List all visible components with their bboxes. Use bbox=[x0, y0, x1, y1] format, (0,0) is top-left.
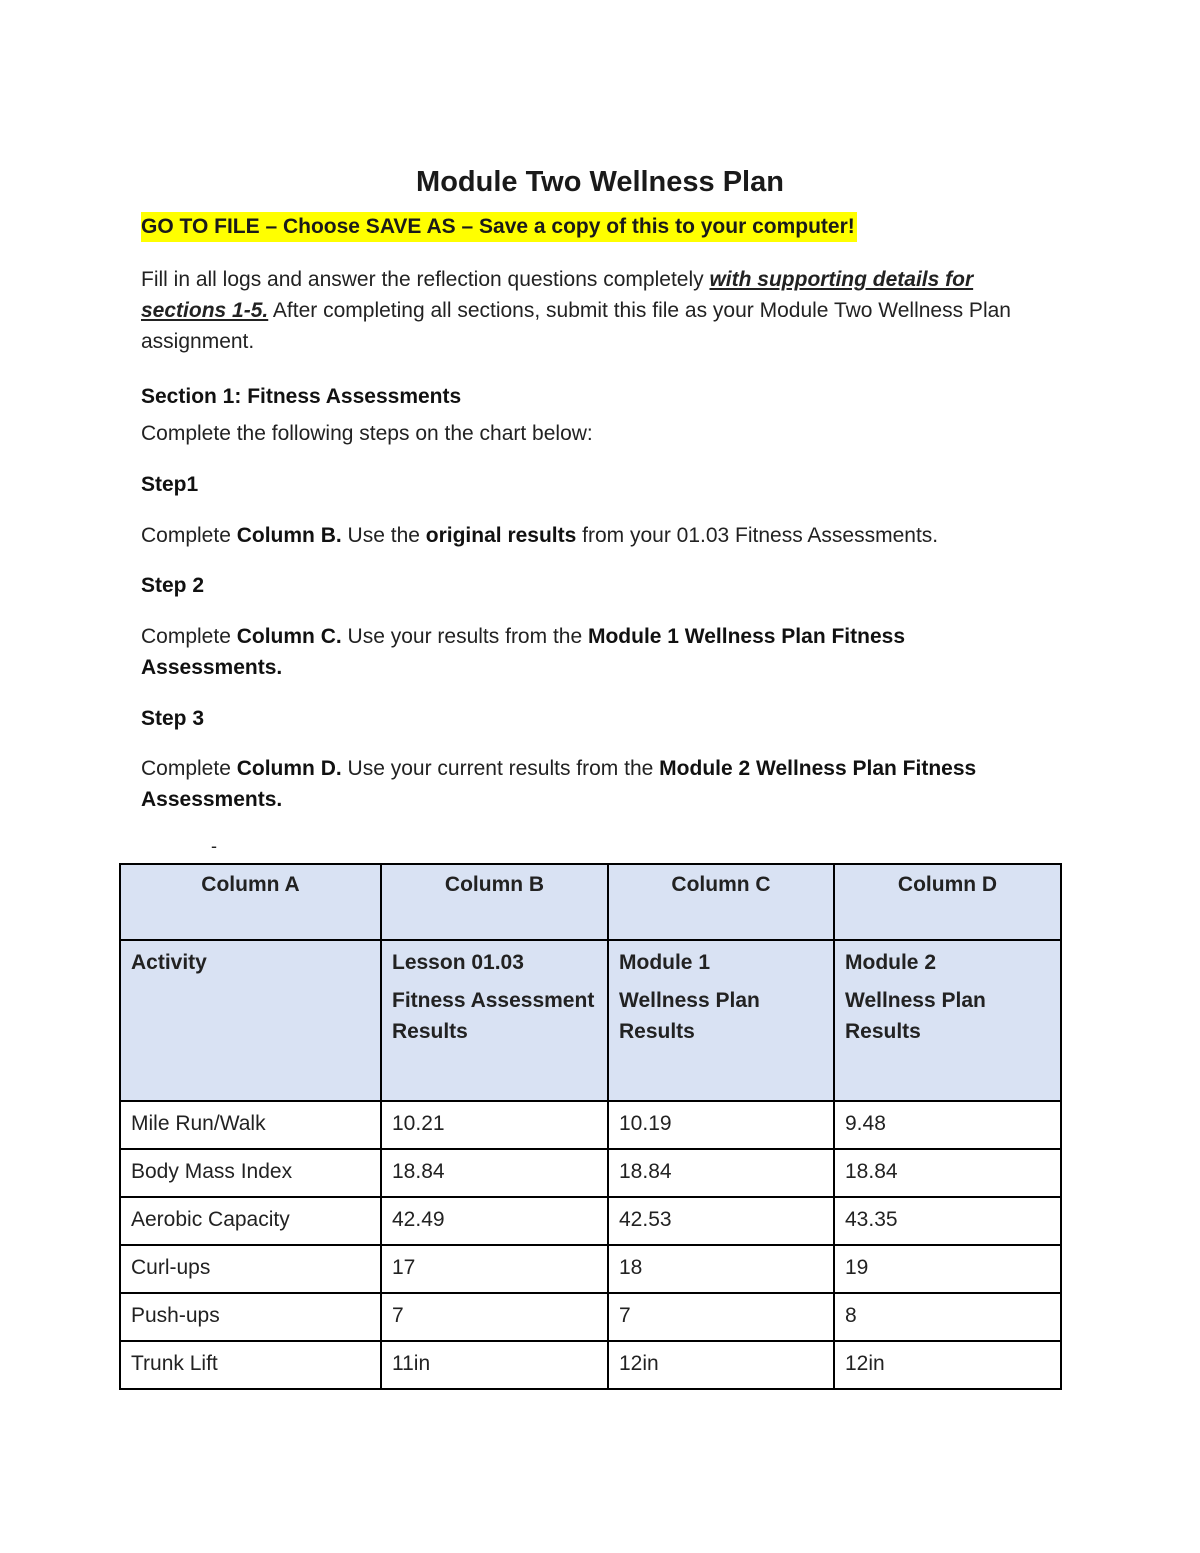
subheader-module-2-line2: Wellness Plan Results bbox=[845, 989, 986, 1043]
section-1-heading: Section 1: Fitness Assessments bbox=[141, 385, 462, 408]
document-title: Module Two Wellness Plan bbox=[416, 166, 784, 198]
step-1-label: Step1 bbox=[141, 473, 199, 496]
step-1-bold: original results bbox=[425, 524, 577, 547]
table-cell: 10.19 bbox=[608, 1101, 834, 1149]
step-2-pre: Complete bbox=[141, 625, 237, 648]
step-2-mid: Use your results from the bbox=[341, 625, 588, 648]
step-1-column: Column B. bbox=[236, 524, 342, 547]
step-3-column: Column D. bbox=[236, 757, 342, 780]
header-column-a: Column A bbox=[120, 864, 381, 940]
table-cell: 12in bbox=[608, 1341, 834, 1389]
table-subheader-row bbox=[120, 940, 1061, 1101]
table-cell: 42.49 bbox=[381, 1197, 608, 1245]
subheader-lesson-line2: Fitness Assessment Results bbox=[392, 989, 595, 1043]
intro-emphasis: with supporting details for sections 1-5. bbox=[141, 268, 974, 322]
step-1-pre: Complete bbox=[141, 524, 237, 547]
subheader-module-1-line2: Wellness Plan Results bbox=[619, 989, 760, 1043]
subheader-activity-label: Activity bbox=[131, 951, 207, 974]
stray-dash: - bbox=[211, 836, 217, 856]
intro-text-2: After completing all sections, submit this file as your Module Two Wellness Plan assignment. bbox=[141, 299, 1011, 353]
subheader-module-2 bbox=[834, 940, 1061, 1101]
table-cell: Mile Run/Walk bbox=[120, 1101, 381, 1149]
table-row bbox=[120, 1245, 1061, 1293]
step-3-pre: Complete bbox=[141, 757, 237, 780]
step-2-label: Step 2 bbox=[141, 574, 205, 597]
table-cell: 8 bbox=[834, 1293, 1061, 1341]
table-cell: Trunk Lift bbox=[120, 1341, 381, 1389]
table-cell: 11in bbox=[381, 1341, 608, 1389]
step-1-post: from your 01.03 Fitness Assessments. bbox=[576, 524, 939, 547]
subheader-lesson bbox=[381, 940, 608, 1101]
step-2-bold: Module 1 Wellness Plan Fitness Assessments. bbox=[141, 625, 905, 679]
table-row bbox=[120, 1149, 1061, 1197]
step-2-column: Column C. bbox=[236, 625, 342, 648]
table-cell: 12in bbox=[834, 1341, 1061, 1389]
table-row bbox=[120, 1101, 1061, 1149]
save-instruction-banner: GO TO FILE – Choose SAVE AS – Save a copy of this to your computer! bbox=[141, 212, 857, 242]
step-3-mid: Use your current results from the bbox=[341, 757, 660, 780]
table-cell: 9.48 bbox=[834, 1101, 1061, 1149]
table-cell: 7 bbox=[381, 1293, 608, 1341]
table-cell: Aerobic Capacity bbox=[120, 1197, 381, 1245]
table-cell: 42.53 bbox=[608, 1197, 834, 1245]
table-cell: 10.21 bbox=[381, 1101, 608, 1149]
table-cell: Body Mass Index bbox=[120, 1149, 381, 1197]
header-column-c: Column C bbox=[608, 864, 834, 940]
step-2-text bbox=[141, 621, 1021, 683]
table-cell: 18.84 bbox=[834, 1149, 1061, 1197]
step-3-label: Step 3 bbox=[141, 707, 205, 730]
step-1-text bbox=[141, 520, 1061, 551]
step-3-bold: Module 2 Wellness Plan Fitness Assessments. bbox=[141, 757, 977, 811]
table-row bbox=[120, 1293, 1061, 1341]
table-cell: 19 bbox=[834, 1245, 1061, 1293]
subheader-module-1-line1: Module 1 bbox=[619, 951, 711, 974]
section-1-instructions: Complete the following steps on the chart below: bbox=[141, 422, 593, 445]
table-cell: Curl-ups bbox=[120, 1245, 381, 1293]
subheader-module-2-line1: Module 2 bbox=[845, 951, 937, 974]
step-3-text bbox=[141, 753, 1021, 815]
header-column-b: Column B bbox=[381, 864, 608, 940]
fitness-assessment-table bbox=[119, 863, 1062, 1390]
step-1-mid: Use the bbox=[341, 524, 426, 547]
table-header-row bbox=[120, 864, 1061, 940]
table-cell: 17 bbox=[381, 1245, 608, 1293]
table-cell: 43.35 bbox=[834, 1197, 1061, 1245]
table-row bbox=[120, 1341, 1061, 1389]
table-cell: 18.84 bbox=[608, 1149, 834, 1197]
table-cell: 18.84 bbox=[381, 1149, 608, 1197]
table-cell: 7 bbox=[608, 1293, 834, 1341]
intro-text-1: Fill in all logs and answer the reflection questions completely bbox=[141, 268, 710, 291]
table-cell: Push-ups bbox=[120, 1293, 381, 1341]
header-column-d: Column D bbox=[834, 864, 1061, 940]
subheader-activity bbox=[120, 940, 381, 1101]
table-cell: 18 bbox=[608, 1245, 834, 1293]
subheader-lesson-line1: Lesson 01.03 bbox=[392, 951, 524, 974]
intro-paragraph bbox=[141, 264, 1061, 357]
table-row bbox=[120, 1197, 1061, 1245]
subheader-module-1 bbox=[608, 940, 834, 1101]
